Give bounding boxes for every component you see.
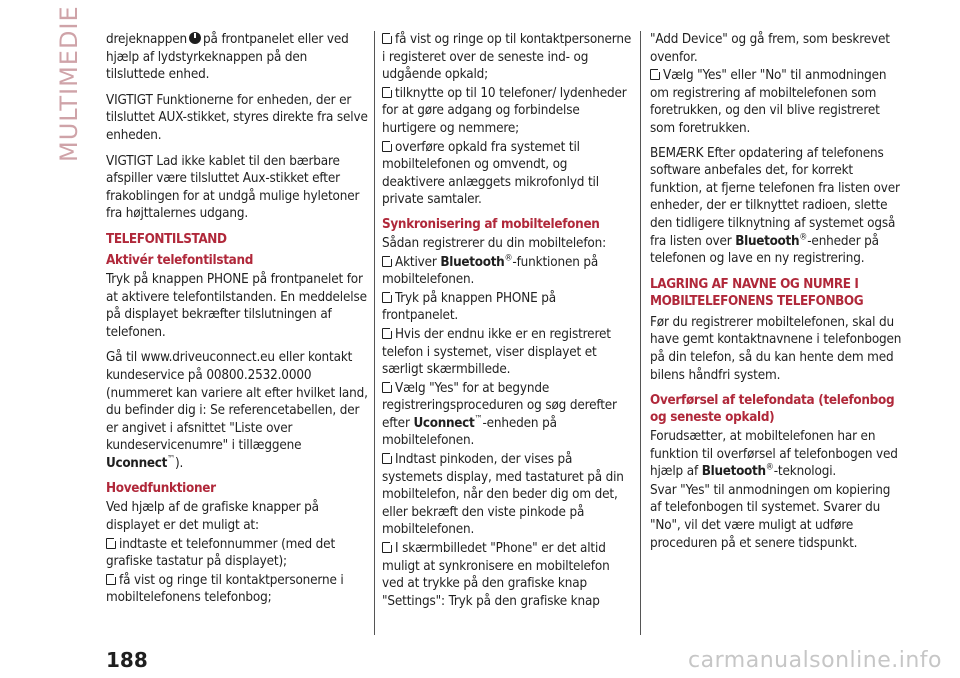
bullet-icon [382, 382, 392, 393]
text: Gå til www.driveuconnect.eu eller kontakt kundeservice på 00800.2532.0000 (nummeret kan variere alt efter hvilket land, du befinder dig i: Se referencetabellen, der er angivet i afsnittet "Liste over kundeservicenumre" i tillæggene [106, 350, 368, 454]
bullet-icon [106, 538, 116, 549]
bullet-icon [382, 256, 392, 267]
list-item [106, 536, 368, 571]
paragraph-answer-yes: Svar "Yes" til anmodningen om kopiering af telefonbogen til systemet. Svarer du "No", vil det være muligt at udføre proceduren på et senere tidspunkt. [650, 482, 891, 551]
heading-telefontilstand: TELEFONTILSTAND [106, 231, 227, 247]
column-divider-2 [640, 31, 641, 635]
text: få vist og ringe til kontaktpersonerne i mobiltelefonens telefonbog; [106, 572, 344, 606]
list-item [106, 572, 368, 607]
text: -teknologi. [773, 464, 837, 480]
list-item [382, 451, 632, 539]
bullet-icon [382, 542, 392, 553]
paragraph-customer-service [106, 349, 368, 472]
brand-bluetooth: Bluetooth [701, 464, 766, 480]
registered-mark: ® [765, 462, 774, 473]
paragraph-add-device: "Add Device" og gå frem, som beskrevet ovenfor. [650, 32, 890, 65]
bullet-icon [382, 453, 392, 464]
bullet-icon [382, 292, 392, 303]
heading-aktiver-telefontilstand: Aktivér telefontilstand [106, 252, 254, 268]
list-item [382, 31, 632, 84]
text: overføre opkald fra systemet til mobiltelefonen og omvendt, og deaktivere anlæggets mikrofonlyd til private samtaler. [382, 139, 599, 208]
heading-lagring: LAGRING AF NAVNE OG NUMRE I MOBILTELEFONENS TELEFONBOG [650, 276, 864, 309]
text: på frontpanelet eller ved hjælp af lydstyrkeknappen på den tilsluttede enhed. [106, 32, 349, 83]
paragraph-important-cable: VIGTIGT Lad ikke kablet til den bærbare afspiller være tilsluttet Aux-stikket efter frakoblingen for at undgå mulige hyletoner fra højttalernes udgang. [106, 153, 360, 222]
paragraph-phone-button: Tryk på knappen PHONE på frontpanelet for at aktivere telefontilstanden. En meddelelse på displayet bekræfter tilslutningen af telefonen. [106, 271, 367, 340]
list-item [650, 67, 904, 137]
text: tilknytte op til 10 telefoner/ lydenheder for at gøre adgang og forbindelse hurtigere og nemmere; [382, 85, 627, 136]
list-item [382, 139, 632, 209]
text: Vælg "Yes" eller "No" til anmodningen om registrering af mobiltelefonen som foretrukken, og den vil blive registreret som foretrukken. [650, 68, 887, 136]
registered-mark: ® [504, 253, 513, 264]
bullet-icon [106, 574, 116, 585]
brand-uconnect: Uconnect [106, 455, 168, 471]
paragraph-transfer-requirement [650, 428, 904, 481]
registered-mark: ® [799, 232, 808, 243]
section-side-label [55, 5, 83, 162]
bullet-icon [650, 69, 660, 80]
text: Indtast pinkoden, der vises på systemets display, med tastaturet på din mobiltelefon, når den beder dig om det, eller bekræft den viste pinkode på mobiltelefonen. [382, 452, 624, 538]
watermark: carmanualsonline.info [688, 648, 942, 673]
trademark: ™ [167, 454, 175, 465]
column-3 [650, 31, 904, 560]
heading-hovedfunktioner: Hovedfunktioner [106, 481, 216, 497]
heading-overforsel: Overførsel af telefondata (telefonbog og seneste opkald) [650, 393, 895, 426]
text: Aktiver [395, 254, 437, 270]
text: -enheden på mobiltelefonen. [382, 415, 557, 449]
text: Vælg "Yes" for at begynde registreringsproceduren og søg derefter efter [382, 380, 617, 431]
heading-synkronisering: Synkronisering af mobiltelefonen [382, 216, 600, 232]
bullet-icon [382, 141, 392, 152]
bullet-icon [382, 328, 392, 339]
text: -funktionen på mobiltelefonen. [382, 254, 599, 288]
text: indtaste et telefonnummer (med det grafiske tastatur på displayet); [106, 536, 336, 570]
paragraph-important-aux: VIGTIGT Funktionerne for enheden, der er tilsluttet AUX-stikket, styres direkte fra selve enheden. [106, 92, 368, 143]
text: BEMÆRK Efter opdatering af telefonens software anbefales det, for korrekt funktion, at fjerne telefonen fra listen over enheder, der er tilknyttet radioen, slette den tidligere tilknytning af systemet også fra listen over [650, 145, 900, 249]
paragraph-register-intro: Sådan registrerer du din mobiltelefon: [382, 235, 607, 251]
power-knob-icon [189, 32, 201, 44]
text: -enheder på telefonen og lave en ny registrering. [650, 233, 879, 267]
text: få vist og ringe op til kontaktpersonerne i registeret over de seneste ind- og udgående opkald; [382, 32, 632, 83]
bullet-icon [382, 33, 392, 44]
list-item [382, 290, 632, 325]
section-side-label-text: MULTIMEDIE [55, 5, 83, 162]
trademark: ™ [474, 414, 483, 425]
text: ). [174, 455, 184, 471]
bullet-icon [382, 87, 392, 98]
paragraph-note-update [650, 145, 904, 268]
text: I skærmbilledet "Phone" er det altid muligt at synkronisere en mobiltelefon ved at trykke på den grafiske knap "Settings": Tryk på den grafiske knap [382, 541, 610, 609]
paragraph-save-contacts: Før du registrerer mobiltelefonen, skal du have gemt kontaktnavnene i telefonbogen på din telefon, så du kan hente dem med bilens håndfri system. [650, 314, 902, 383]
list-item [382, 540, 632, 610]
list-item [382, 254, 632, 289]
column-divider-1 [374, 31, 375, 635]
brand-bluetooth: Bluetooth [735, 233, 800, 249]
list-item [382, 326, 632, 379]
text: Tryk på knappen PHONE på frontpanelet. [382, 290, 556, 324]
text: drejeknappen [106, 32, 188, 47]
list-item [382, 85, 632, 138]
list-item [382, 380, 632, 450]
paragraph-graphic-buttons: Ved hjælp af de grafiske knapper på displayet er det muligt at: [106, 500, 319, 534]
brand-bluetooth: Bluetooth [440, 254, 505, 270]
text: Hvis der endnu ikke er en registreret telefon i systemet, viser displayet et særligt skærmbillede. [382, 326, 611, 378]
column-2 [382, 31, 632, 611]
page-number: 188 [106, 648, 148, 672]
brand-uconnect: Uconnect [413, 415, 475, 431]
paragraph-volume [106, 31, 368, 84]
column-1 [106, 31, 368, 608]
text: Forudsætter, at mobiltelefonen har en funktion til overførsel af telefonbogen ved hjælp af [650, 429, 898, 480]
